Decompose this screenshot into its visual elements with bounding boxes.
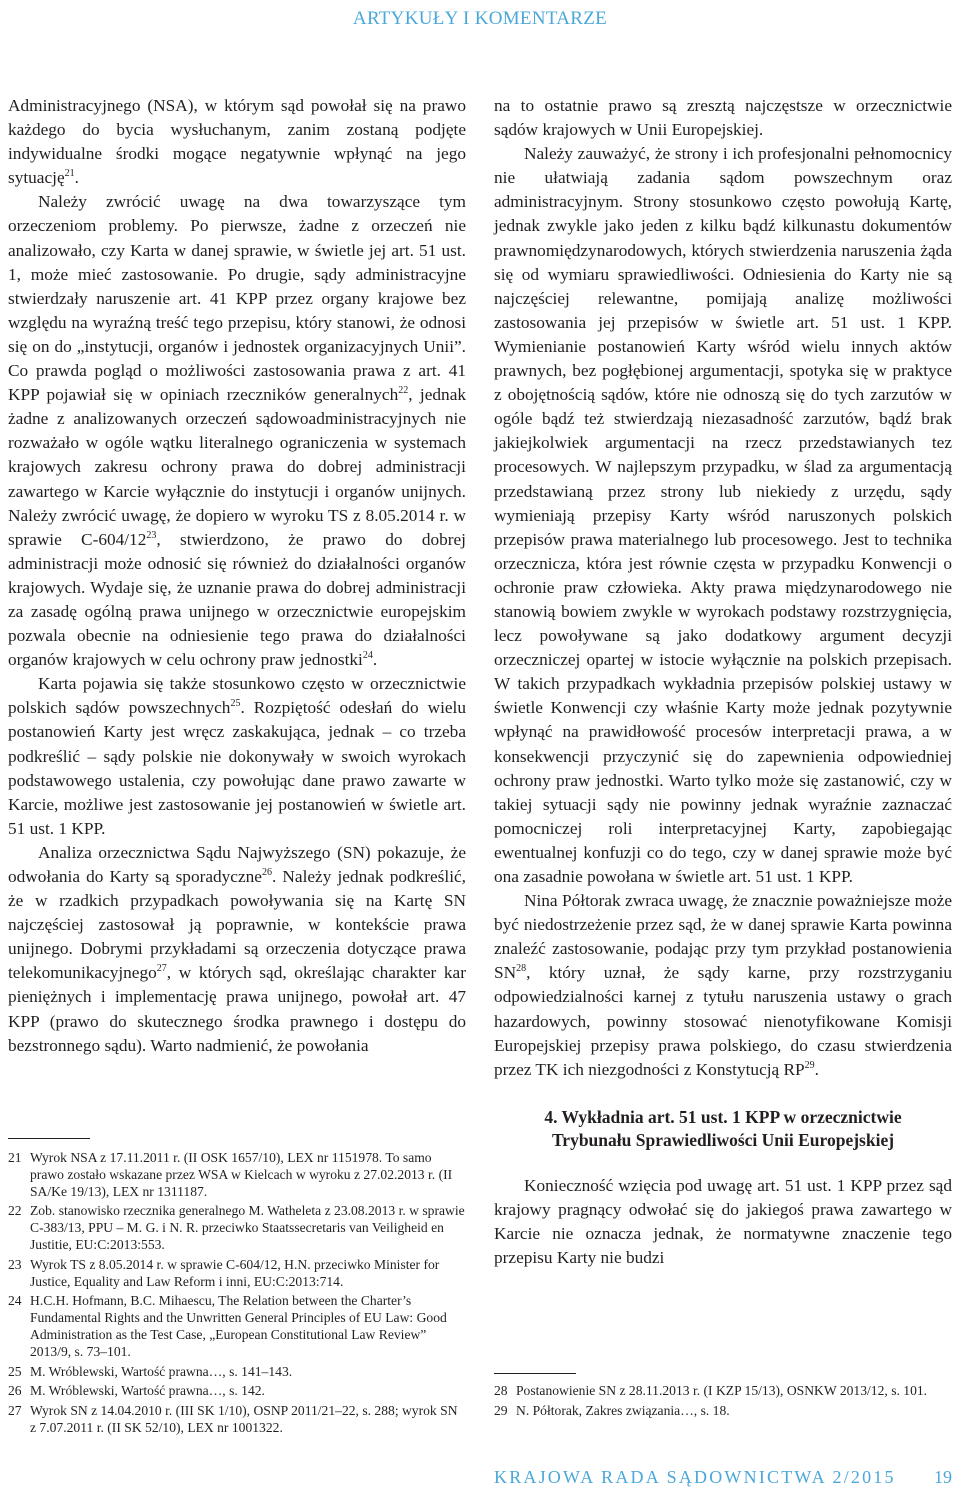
footnote-number: 25 bbox=[8, 1363, 22, 1379]
page-number: 19 bbox=[934, 1467, 952, 1487]
footnote-ref[interactable]: 23 bbox=[146, 529, 157, 541]
paragraph: Konieczność wzięcia pod uwagę art. 51 ust. 1 KPP przez sąd krajowy pragnący odwołać się do jakiegoś prawa zawartego w Karcie nie oznacza jednak, że normatywne znaczenie tego przepisu Karty nie budzi bbox=[494, 1175, 952, 1268]
left-column bbox=[8, 94, 466, 1058]
journal-title: KRAJOWA RADA SĄDOWNICTWA 2/2015 bbox=[494, 1467, 896, 1487]
footnote-ref[interactable]: 26 bbox=[261, 867, 272, 878]
footnote-ref[interactable]: 28 bbox=[516, 963, 527, 975]
footnote-text: M. Wróblewski, Wartość prawna…, s. 142. bbox=[30, 1383, 265, 1399]
footnote-text: N. Półtorak, Zakres związania…, s. 18. bbox=[516, 1402, 730, 1418]
paragraph: Karta pojawia się także stosunkowo często w orzecznictwie polskich sądów powszechnych$^{25}$. Rozpiętość odesłań do wielu postanowień Karty jest wręcz zaskakująca, jednak – co trzeba podkreślić – sądy polskie nie dokonywały w swoich wyrokach podstawowego ustalenia, czy powołując dane prawo zawarte w Karcie, możliwe jest zastosowanie jej postanowień w świetle art. 51 ust. 1 KPP. bbox=[8, 674, 466, 838]
footnote bbox=[8, 1257, 466, 1291]
footnote-number: 24 bbox=[8, 1293, 22, 1309]
footnote-text: Postanowienie SN z 28.11.2013 r. (I KZP 15/13), OSNKW 2013/12, s. 101. bbox=[516, 1383, 928, 1398]
footnote-text: M. Wróblewski, Wartość prawna…, s. 141–143. bbox=[30, 1363, 293, 1379]
footnote bbox=[8, 1403, 466, 1437]
footnote-ref[interactable]: 24 bbox=[362, 650, 373, 662]
paragraph: Należy zwrócić uwagę na dwa towarzyszące tym orzeczeniom problemy. Po pierwsze, żadne z orzeczeń nie analizowało, czy Karta w danej sprawie, w świetle jej art. 51 ust. 1, może mieć zastosowanie. Po drugie, sądy administracyjne stwierdzały naruszenie art. 41 KPP przez organy krajowe bez względu na wyraźną treść tego przepisu, który stanowi, że odnosi się on do „instytucji, organów i jednostek organizacyjnych Unii”. Co prawda pogląd o możliwości zastosowania prawa z art. 41 KPP pojawiał się w opiniach rzeczników generalnych$^{22}$, jednak żadne z analizowanych orzeczeń sądowoadministracyjnych nie rozważało w ogóle wątku literalnego ograniczenia w systemach krajowych zakresu ochrony prawa do dobrej administracji zawartego w Karcie wyłącznie do instytucji i organów unijnych. Należy zwrócić uwagę, że dopiero w wyroku TS z 8.05.2014 r. w sprawie $C-604/12^{23}$, stwierdzono, że prawo do dobrej administracji może odnosić się również do działalności organów krajowych. Wydaje się, że uznanie prawa do dobrej administracji za zasadę ogólną prawa unijnego w orzecznictwie europejskim pozwala obecnie na odniesienie tego prawa do działalności organów krajowych w celu ochrony praw jednostki$^{24}$. bbox=[8, 192, 466, 670]
footnote-number: 21 bbox=[8, 1150, 22, 1165]
page-footer bbox=[494, 1467, 952, 1488]
footnote-number: 22 bbox=[8, 1203, 22, 1219]
footnote-text: H.C.H. Hofmann, B.C. Mihaescu, The Relation between the Charter’s Fundamental Rights and the Unwritten General Principles of EU Law: Good Administration as the Test Case, „European Constitutional Law Review” 2013/9, s. 73–101. bbox=[30, 1293, 447, 1359]
footnote-text: Wyrok NSA z 17.11.2011 r. (II OSK 1657/10), LEX nr 1151978. To samo prawo zostało wskazane przez WSA w Kielcach w wyroku z 27.02.2013 r. (II SA/Ke 19/13), LEX nr 1311187. bbox=[30, 1150, 453, 1199]
paragraph: Analiza orzecznictwa Sądu Najwyższego (SN) pokazuje, że odwołania do Karty są sporadyczne$^{26}$. Należy jednak podkreślić, że w rzadkich przypadkach powoływania się na Kartę SN najczęściej zastosował ją poprawnie, w kontekście prawa unijnego. Dobrymi przykładami są orzeczenia dotyczące prawa telekomunikacyjnego$^{27}$, w których sąd, określając charakter kar pieniężnych i implementację prawa unijnego, powołał art. 47 KPP (prawo do skutecznego środka prawnego i dostępu do bezstronnego sądu). Warto nadmienić, że powołania bbox=[8, 842, 467, 1055]
footnotes-left bbox=[8, 1150, 466, 1440]
footnote-number: 26 bbox=[8, 1383, 22, 1399]
footnote bbox=[8, 1203, 466, 1253]
footnote-ref[interactable]: 22 bbox=[398, 385, 409, 397]
footnote-text: Wyrok SN z 14.04.2010 r. (III SK 1/10), OSNP 2011/21–22, s. 288; wyrok SN z 7.07.2011 r. (II SK 52/10), LEX nr 1001322. bbox=[30, 1403, 458, 1435]
paragraph: Należy zauważyć, że strony i ich profesjonalni pełnomocnicy nie ułatwiają zadania sądom powszechnym oraz administracyjnym. Strony stosunkowo często powołują Kartę, jednak zwykle jako jeden z kilku bądź kilkunastu dokumentów prawnomiędzynarodowych, których stwierdzenia naruszenia żąda się od wymiaru sprawiedliwości. Odniesienia do Karty nie są najczęściej relewantne, pomijają analizę możliwości zastosowania jej przepisów w świetle art. 51 ust. 1 KPP. Wymienianie postanowień Karty wśród wielu innych aktów prawnych, bez pogłębionej argumentacji, spotyka się w praktyce z obojętnością sądów, które nie odnoszą się do tych zarzutów w ogóle bądź też stwierdzają niezasadność zarzutów, bądź brak jakiejkolwiek argumentacji na rzecz przedstawianych tez procesowych. W najlepszym przypadku, w ślad za argumentacją przedstawianą przez strony lub niekiedy z urzędu, sądy wymieniają przepisy Karty wśród naruszonych polskich przepisów prawa materialnego lub procesowego. Jest to technika orzecznicza, która jest równie częsta w przypadku Konwencji o ochronie praw człowieka. Akty prawa międzynarodowego nie stanowią bowiem zwykle w wyrokach podstawy rozstrzygnięcia, lecz powoływane są jako dodatkowy argument decyzji orzeczniczej opartej w istocie wyłącznie na polskich przepisach. W takich przypadkach wykładnia przepisów polskiej ustawy w świetle Konwencji czy właśnie Karty może jednak pozytywnie wpłynąć na prawidłowość procesów interpretacji prawa, a w konsekwencji przyczynić się do zapewnienia odpowiedniej ochrony praw jednostki. Warto tylko może się zastanowić, czy w takiej sytuacji sądy nie powinny jednak wyraźnie zaznaczać pomocniczej roli interpretacyjnej Karty, zapobiegając ewentualnej konfuzji co do tego, czy w danej sprawie może być ona zasadnie powołana w świetle art. 51 ust. 1 KPP. bbox=[494, 144, 952, 886]
footnote-number: 29 bbox=[494, 1402, 508, 1418]
footnote bbox=[494, 1383, 952, 1400]
footnote-text: Wyrok TS z 8.05.2014 r. w sprawie C-604/12, H.N. przeciwko Minister for Justice, Equality and Law Reform i inni, EU:C:2013:714. bbox=[30, 1256, 440, 1289]
footnote-ref[interactable]: 27 bbox=[156, 963, 167, 975]
right-column bbox=[494, 94, 952, 1270]
running-header: ARTYKUŁY I KOMENTARZE bbox=[352, 8, 608, 29]
footnote bbox=[8, 1293, 466, 1360]
footnote-ref[interactable]: 29 bbox=[804, 1059, 815, 1071]
footnote bbox=[494, 1403, 952, 1420]
paragraph: Administracyjnego (NSA), w którym sąd powołał się na prawo każdego do bycia wysłuchanym, zanim zostaną podjęte indywidualne środki mogące negatywnie wpłynąć na jego sytuację$^{21}$. bbox=[8, 96, 466, 188]
footnotes-right bbox=[494, 1383, 952, 1423]
footnote-number: 23 bbox=[8, 1256, 22, 1272]
footnote-separator bbox=[8, 1138, 90, 1139]
footnote bbox=[8, 1383, 466, 1400]
paragraph: Nina Półtorak zwraca uwagę, że znacznie poważniejsze może być niedostrzeżenie przez sąd, że w danej sprawie Karta powinna znaleźć zastosowanie, podając przy tym przykład postanowienia SN$^{28}$, który uznał, że sądy karne, przy rozstrzyganiu odpowiedzialności karnej z tytułu naruszenia ustawy o grach hazardowych, powinny stosować nienotyfikowane Komisji Europejskiej przepisy prawa polskiego, do czasu stwierdzenia przez TK ich niezgodności z Konstytucją RP$^{29}$. bbox=[494, 891, 952, 1079]
paragraph: na to ostatnie prawo są zresztą najczęstsze w orzecznictwie sądów krajowych w Unii Europejskiej. bbox=[494, 96, 952, 140]
footnote-text: Zob. stanowisko rzecznika generalnego M. Watheleta z 23.08.2013 r. w sprawie C-383/13, PPU – M. G. i N. R. przeciwko Staatssecretaris van Veiligheid en Justitie, EU:C:2013:553. bbox=[30, 1203, 465, 1252]
footnote-number: 27 bbox=[8, 1403, 22, 1419]
footnote-ref[interactable]: 21 bbox=[64, 168, 75, 180]
footnote-number: 28 bbox=[494, 1383, 508, 1398]
footnote bbox=[8, 1364, 466, 1381]
footnote-ref[interactable]: 25 bbox=[230, 698, 241, 710]
footnote-separator bbox=[494, 1373, 576, 1374]
footnote bbox=[8, 1150, 466, 1200]
section-heading: 4. Wykładnia art. 51 ust. 1 KPP w orzecznictwie Trybunału Sprawiedliwości Unii Europejskiej bbox=[544, 1106, 902, 1150]
